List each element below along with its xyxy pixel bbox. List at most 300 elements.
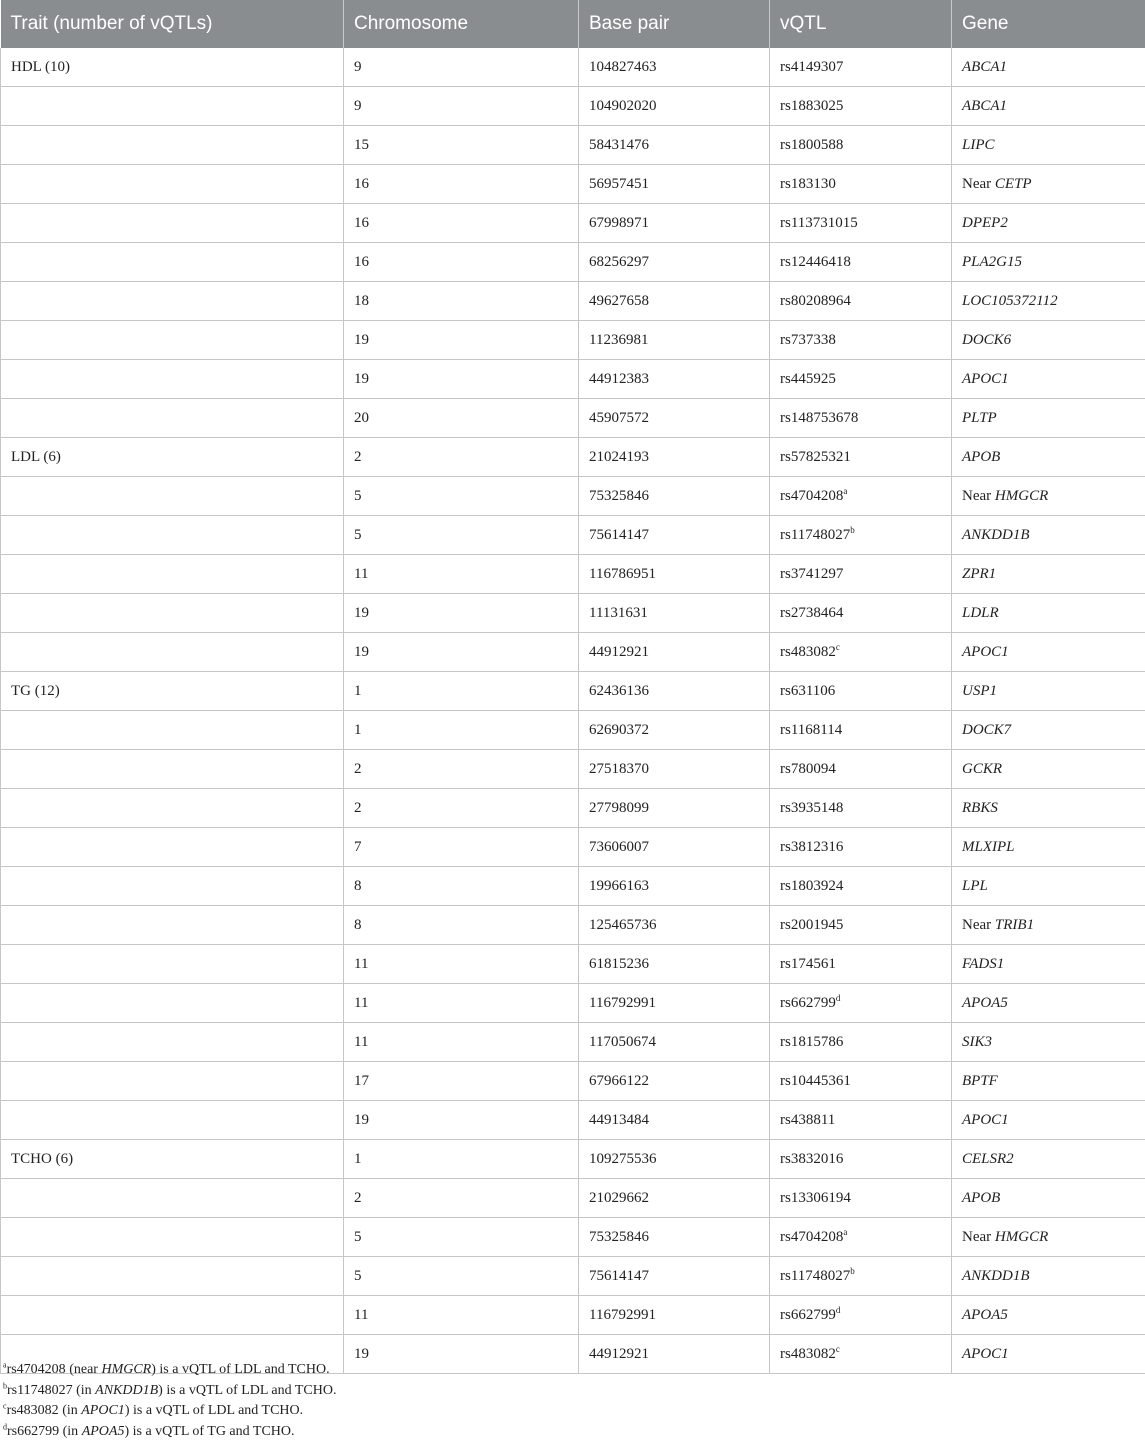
gene-cell (952, 1257, 1145, 1296)
table-row (1, 438, 1145, 477)
vqtl-id: rs12446418 (780, 253, 851, 270)
footnote-gene: APOA5 (81, 1423, 125, 1439)
gene-cell (952, 516, 1145, 555)
table-row (1, 87, 1145, 126)
gene-cell (952, 165, 1145, 204)
chromosome-cell: 16 (344, 243, 579, 282)
vqtl-cell (770, 477, 952, 516)
gene-prefix: Near (962, 487, 995, 504)
vqtl-cell (770, 594, 952, 633)
footnote-mark: d (3, 1421, 7, 1431)
chromosome-cell: 18 (344, 282, 579, 321)
chromosome-cell: 11 (344, 984, 579, 1023)
table-row (1, 321, 1145, 360)
trait-cell (1, 87, 344, 126)
vqtl-cell (770, 945, 952, 984)
footnote-gene: ANKDD1B (95, 1382, 159, 1398)
chromosome-cell: 11 (344, 555, 579, 594)
footnote-mark: b (850, 1265, 855, 1276)
vqtl-cell (770, 555, 952, 594)
table-row (1, 1257, 1145, 1296)
gene-name: APOA5 (962, 994, 1008, 1011)
base-pair-cell: 73606007 (579, 828, 770, 867)
base-pair-cell: 61815236 (579, 945, 770, 984)
chromosome-cell: 2 (344, 789, 579, 828)
vqtl-id: rs4149307 (780, 58, 844, 75)
trait-cell (1, 1296, 344, 1335)
base-pair-cell: 62690372 (579, 711, 770, 750)
gene-cell (952, 1335, 1145, 1374)
vqtl-id: rs1800588 (780, 136, 844, 153)
trait-cell (1, 1062, 344, 1101)
trait-cell (1, 711, 344, 750)
gene-cell (952, 360, 1145, 399)
gene-name: USP1 (962, 682, 997, 699)
table-row (1, 1296, 1145, 1335)
gene-name: DOCK6 (962, 331, 1012, 348)
vqtl-cell (770, 711, 952, 750)
vqtl-cell (770, 204, 952, 243)
trait-cell (1, 555, 344, 594)
base-pair-cell: 67998971 (579, 204, 770, 243)
gene-cell (952, 87, 1145, 126)
chromosome-cell: 2 (344, 438, 579, 477)
chromosome-cell: 20 (344, 399, 579, 438)
vqtl-id: rs2738464 (780, 604, 844, 621)
gene-name: RBKS (962, 799, 998, 816)
header-base-pair: Base pair (579, 0, 770, 48)
gene-cell (952, 477, 1145, 516)
trait-cell (1, 1257, 344, 1296)
chromosome-cell: 19 (344, 1101, 579, 1140)
vqtl-cell (770, 399, 952, 438)
base-pair-cell: 19966163 (579, 867, 770, 906)
base-pair-cell: 45907572 (579, 399, 770, 438)
vqtl-cell (770, 633, 952, 672)
gene-name: APOC1 (962, 643, 1009, 660)
vqtl-id: rs1883025 (780, 97, 844, 114)
base-pair-cell: 21024193 (579, 438, 770, 477)
gene-name: ANKDD1B (962, 1267, 1030, 1284)
footnote-snp: rs4704208 (6, 1362, 66, 1377)
vqtl-id: rs11748027 (780, 526, 851, 543)
gene-name: DPEP2 (962, 214, 1008, 231)
vqtl-cell (770, 438, 952, 477)
gene-name: APOA5 (962, 1306, 1008, 1323)
trait-cell (1, 516, 344, 555)
vqtl-cell (770, 1023, 952, 1062)
gene-cell (952, 204, 1145, 243)
vqtl-cell (770, 48, 952, 87)
gene-cell (952, 1023, 1145, 1062)
gene-cell (952, 867, 1145, 906)
gene-name: LOC105372112 (962, 292, 1058, 309)
chromosome-cell: 19 (344, 321, 579, 360)
footnote-text: ) is a vQTL of LDL and TCHO. (158, 1382, 337, 1398)
chromosome-cell: 7 (344, 828, 579, 867)
trait-cell (1, 867, 344, 906)
gene-cell (952, 1101, 1145, 1140)
vqtl-id: rs445925 (780, 370, 836, 387)
gene-name: CELSR2 (962, 1150, 1014, 1167)
gene-name: BPTF (962, 1072, 998, 1089)
gene-cell (952, 789, 1145, 828)
vqtl-cell (770, 1140, 952, 1179)
footnote-text: (near (65, 1362, 102, 1377)
table-row (1, 672, 1145, 711)
footnote-snp: rs662799 (7, 1423, 60, 1439)
vqtl-id: rs438811 (780, 1111, 836, 1128)
footnote-text: ) is a vQTL of LDL and TCHO. (151, 1362, 330, 1377)
base-pair-cell: 75614147 (579, 1257, 770, 1296)
gene-cell (952, 48, 1145, 87)
gene-name: ABCA1 (962, 58, 1007, 75)
vqtl-cell (770, 789, 952, 828)
vqtl-cell (770, 1257, 952, 1296)
gene-name: ZPR1 (962, 565, 997, 582)
gene-cell (952, 1062, 1145, 1101)
chromosome-cell: 19 (344, 594, 579, 633)
vqtl-cell (770, 1296, 952, 1335)
base-pair-cell: 109275536 (579, 1140, 770, 1179)
chromosome-cell: 11 (344, 1023, 579, 1062)
trait-cell (1, 1179, 344, 1218)
vqtl-id: rs483082 (780, 1345, 836, 1362)
base-pair-cell: 49627658 (579, 282, 770, 321)
vqtl-id: rs183130 (780, 175, 836, 192)
gene-prefix: Near (962, 1228, 995, 1245)
footnote-mark: a (3, 1360, 7, 1370)
trait-cell (1, 750, 344, 789)
trait-cell (1, 399, 344, 438)
table-row (1, 555, 1145, 594)
chromosome-cell: 5 (344, 1257, 579, 1296)
vqtl-id: rs57825321 (780, 448, 851, 465)
trait-cell (1, 165, 344, 204)
table-row (1, 828, 1145, 867)
footnote-mark: b (850, 524, 855, 535)
table-row (1, 789, 1145, 828)
footnote-mark: a (843, 1226, 848, 1237)
trait-cell: TCHO (6) (1, 1140, 344, 1179)
base-pair-cell: 56957451 (579, 165, 770, 204)
gene-cell (952, 633, 1145, 672)
gene-name: APOB (962, 1189, 1001, 1206)
base-pair-cell: 75325846 (579, 1218, 770, 1257)
footnote (3, 1401, 337, 1422)
footnote-mark: c (835, 1343, 840, 1354)
footnote-text: (in (58, 1403, 82, 1418)
chromosome-cell: 1 (344, 1140, 579, 1179)
table-row (1, 126, 1145, 165)
vqtl-id: rs1168114 (780, 721, 843, 738)
table-row (1, 594, 1145, 633)
gene-name: HMGCR (994, 487, 1049, 504)
gene-cell (952, 984, 1145, 1023)
vqtl-cell (770, 984, 952, 1023)
table-row (1, 1179, 1145, 1218)
table-row (1, 477, 1145, 516)
gene-name: APOB (962, 448, 1001, 465)
base-pair-cell: 75325846 (579, 477, 770, 516)
base-pair-cell: 44913484 (579, 1101, 770, 1140)
vqtl-id: rs13306194 (780, 1189, 851, 1206)
chromosome-cell: 19 (344, 1335, 579, 1374)
footnote-mark: d (835, 992, 841, 1003)
chromosome-cell: 16 (344, 165, 579, 204)
gene-name: ANKDD1B (962, 526, 1030, 543)
gene-cell (952, 1140, 1145, 1179)
base-pair-cell: 104902020 (579, 87, 770, 126)
gene-name: HMGCR (994, 1228, 1049, 1245)
table-row (1, 165, 1145, 204)
header-trait: Trait (number of vQTLs) (1, 0, 344, 48)
gene-name: FADS1 (962, 955, 1005, 972)
gene-name: MLXIPL (962, 838, 1015, 855)
footnote-text: (in (72, 1382, 96, 1398)
gene-name: CETP (994, 175, 1032, 192)
gene-name: LPL (962, 877, 988, 894)
gene-name: LIPC (962, 136, 995, 153)
vqtl-id: rs1803924 (780, 877, 844, 894)
vqtl-id: rs148753678 (780, 409, 859, 426)
vqtl-id: rs3832016 (780, 1150, 844, 1167)
trait-cell: TG (12) (1, 672, 344, 711)
base-pair-cell: 67966122 (579, 1062, 770, 1101)
base-pair-cell: 62436136 (579, 672, 770, 711)
footnote (3, 1381, 337, 1402)
table-row (1, 750, 1145, 789)
vqtl-id: rs4704208 (780, 1228, 844, 1245)
vqtl-id: rs3741297 (780, 565, 844, 582)
trait-cell (1, 633, 344, 672)
vqtl-cell (770, 360, 952, 399)
vqtl-cell (770, 906, 952, 945)
gene-name: GCKR (962, 760, 1003, 777)
chromosome-cell: 11 (344, 945, 579, 984)
base-pair-cell: 44912383 (579, 360, 770, 399)
header-row (1, 0, 1145, 48)
gene-cell (952, 711, 1145, 750)
gene-cell (952, 282, 1145, 321)
base-pair-cell: 117050674 (579, 1023, 770, 1062)
base-pair-cell: 116792991 (579, 984, 770, 1023)
vqtl-id: rs631106 (780, 682, 836, 699)
vqtl-cell (770, 1062, 952, 1101)
gene-name: APOC1 (962, 370, 1009, 387)
gene-name: LDLR (962, 604, 999, 621)
table-body (1, 48, 1145, 1374)
vqtl-id: rs80208964 (780, 292, 851, 309)
base-pair-cell: 75614147 (579, 516, 770, 555)
vqtl-cell (770, 1218, 952, 1257)
footnote (3, 1422, 337, 1442)
table-row (1, 1062, 1145, 1101)
vqtl-id: rs113731015 (780, 214, 858, 231)
table-row (1, 399, 1145, 438)
footnote-text: ) is a vQTL of LDL and TCHO. (124, 1403, 304, 1418)
vqtl-cell (770, 867, 952, 906)
table-row (1, 1218, 1145, 1257)
base-pair-cell: 21029662 (579, 1179, 770, 1218)
footnote-text: ) is a vQTL of TG and TCHO. (124, 1423, 295, 1439)
base-pair-cell: 125465736 (579, 906, 770, 945)
vqtl-cell (770, 243, 952, 282)
gene-name: ABCA1 (962, 97, 1007, 114)
footnote-mark: c (835, 641, 840, 652)
vqtl-cell (770, 282, 952, 321)
table-row (1, 516, 1145, 555)
gene-cell (952, 1179, 1145, 1218)
footnotes (3, 1360, 337, 1442)
trait-cell (1, 243, 344, 282)
table-row (1, 711, 1145, 750)
gene-cell (952, 399, 1145, 438)
gene-cell (952, 672, 1145, 711)
chromosome-cell: 2 (344, 1179, 579, 1218)
table-row (1, 243, 1145, 282)
vqtl-id: rs483082 (780, 643, 836, 660)
gene-name: APOC1 (962, 1111, 1009, 1128)
vqtl-cell (770, 87, 952, 126)
vqtl-cell (770, 1179, 952, 1218)
gene-name: PLTP (962, 409, 997, 426)
table-row (1, 1023, 1145, 1062)
trait-cell (1, 1218, 344, 1257)
table-row (1, 360, 1145, 399)
chromosome-cell: 17 (344, 1062, 579, 1101)
base-pair-cell: 44912921 (579, 633, 770, 672)
chromosome-cell: 19 (344, 633, 579, 672)
vqtl-id: rs780094 (780, 760, 836, 777)
chromosome-cell: 5 (344, 477, 579, 516)
gene-cell (952, 1218, 1145, 1257)
chromosome-cell: 9 (344, 87, 579, 126)
gene-cell (952, 945, 1145, 984)
gene-cell (952, 750, 1145, 789)
trait-cell (1, 477, 344, 516)
footnote-text: (in (59, 1423, 82, 1439)
footnote-snp: rs11748027 (7, 1382, 73, 1398)
gene-cell (952, 243, 1145, 282)
base-pair-cell: 68256297 (579, 243, 770, 282)
chromosome-cell: 15 (344, 126, 579, 165)
vqtl-cell (770, 1101, 952, 1140)
table-row (1, 906, 1145, 945)
vqtl-cell (770, 165, 952, 204)
base-pair-cell: 44912921 (579, 1335, 770, 1374)
vqtl-cell (770, 750, 952, 789)
trait-cell (1, 1101, 344, 1140)
vqtl-cell (770, 828, 952, 867)
trait-cell (1, 321, 344, 360)
footnote-snp: rs483082 (6, 1403, 59, 1418)
gene-name: APOC1 (962, 1345, 1009, 1362)
base-pair-cell: 104827463 (579, 48, 770, 87)
base-pair-cell: 116792991 (579, 1296, 770, 1335)
chromosome-cell: 8 (344, 906, 579, 945)
gene-cell (952, 1296, 1145, 1335)
gene-cell (952, 321, 1145, 360)
gene-cell (952, 828, 1145, 867)
gene-cell (952, 438, 1145, 477)
table-row (1, 984, 1145, 1023)
trait-cell (1, 906, 344, 945)
footnote-mark: b (3, 1380, 7, 1390)
vqtl-id: rs662799 (780, 994, 836, 1011)
table-row (1, 867, 1145, 906)
vqtl-cell (770, 516, 952, 555)
header-vqtl: vQTL (770, 0, 952, 48)
base-pair-cell: 27518370 (579, 750, 770, 789)
header-gene: Gene (952, 0, 1145, 48)
chromosome-cell: 8 (344, 867, 579, 906)
chromosome-cell: 5 (344, 516, 579, 555)
gene-prefix: Near (962, 175, 995, 192)
trait-cell (1, 828, 344, 867)
vqtl-id: rs174561 (780, 955, 836, 972)
gene-name: TRIB1 (994, 916, 1035, 933)
chromosome-cell: 9 (344, 48, 579, 87)
footnote-mark: a (843, 485, 848, 496)
table-row (1, 633, 1145, 672)
gene-cell (952, 555, 1145, 594)
trait-cell: LDL (6) (1, 438, 344, 477)
chromosome-cell: 2 (344, 750, 579, 789)
vqtl-id: rs2001945 (780, 916, 844, 933)
chromosome-cell: 1 (344, 672, 579, 711)
chromosome-cell: 19 (344, 360, 579, 399)
footnote-gene: APOC1 (81, 1403, 125, 1418)
chromosome-cell: 1 (344, 711, 579, 750)
table-row (1, 204, 1145, 243)
vqtl-id: rs662799 (780, 1306, 836, 1323)
trait-cell (1, 594, 344, 633)
base-pair-cell: 11131631 (579, 594, 770, 633)
table-row (1, 945, 1145, 984)
header-chromosome: Chromosome (344, 0, 579, 48)
chromosome-cell: 16 (344, 204, 579, 243)
gene-name: SIK3 (962, 1033, 992, 1050)
gene-prefix: Near (962, 916, 995, 933)
trait-cell: HDL (10) (1, 48, 344, 87)
gene-cell (952, 126, 1145, 165)
table-row (1, 282, 1145, 321)
vqtl-cell (770, 1335, 952, 1374)
footnote (3, 1360, 337, 1381)
vqtl-cell (770, 126, 952, 165)
base-pair-cell: 116786951 (579, 555, 770, 594)
vqtl-id: rs10445361 (780, 1072, 851, 1089)
trait-cell (1, 204, 344, 243)
trait-cell (1, 126, 344, 165)
vqtl-id: rs3812316 (780, 838, 844, 855)
chromosome-cell: 11 (344, 1296, 579, 1335)
vqtl-cell (770, 672, 952, 711)
vqtl-cell (770, 321, 952, 360)
vqtl-id: rs4704208 (780, 487, 844, 504)
vqtl-id: rs737338 (780, 331, 836, 348)
gene-name: PLA2G15 (962, 253, 1022, 270)
footnote-mark: d (835, 1304, 841, 1315)
base-pair-cell: 11236981 (579, 321, 770, 360)
table-row (1, 1140, 1145, 1179)
trait-cell (1, 360, 344, 399)
base-pair-cell: 58431476 (579, 126, 770, 165)
table-row (1, 48, 1145, 87)
footnote-gene: HMGCR (101, 1362, 152, 1377)
base-pair-cell: 27798099 (579, 789, 770, 828)
